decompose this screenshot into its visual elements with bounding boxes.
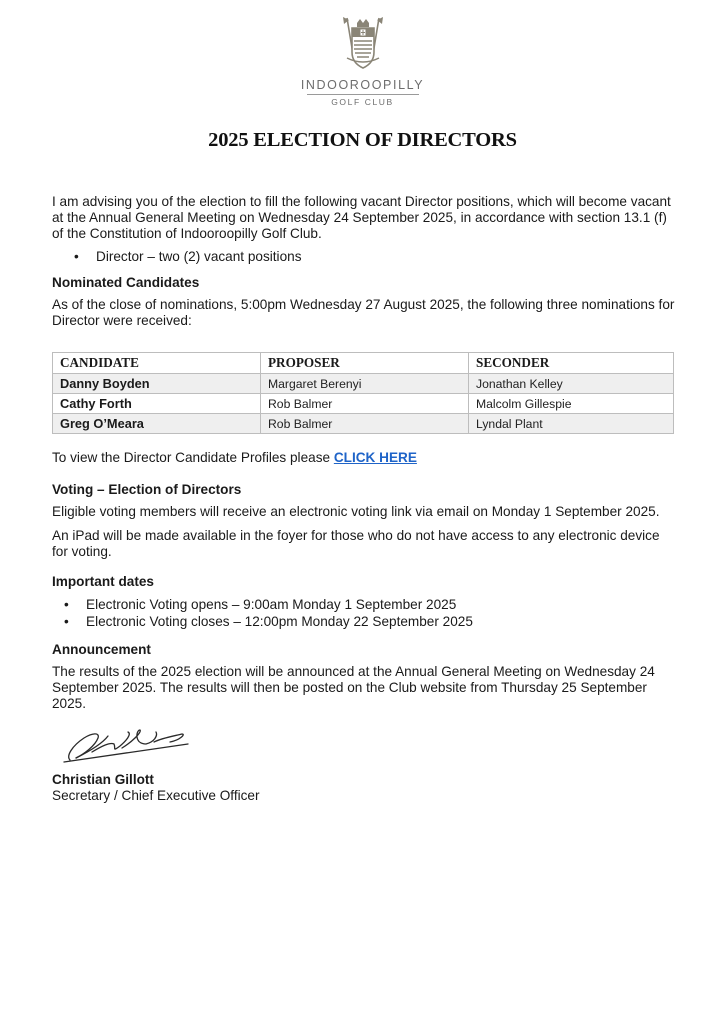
- seconder-cell: Lyndal Plant: [469, 414, 674, 434]
- club-crest-icon: [339, 14, 387, 74]
- proposer-cell: Rob Balmer: [261, 394, 469, 414]
- letter-body: [52, 194, 677, 804]
- header-candidate: CANDIDATE: [53, 353, 261, 374]
- announcement-heading: Announcement: [52, 642, 151, 657]
- table-row: [53, 394, 674, 414]
- candidate-profiles-link[interactable]: CLICK HERE: [333, 450, 417, 465]
- seconder-cell: Jonathan Kelley: [469, 374, 674, 394]
- signer-name: Christian Gillott: [52, 772, 154, 787]
- club-logo: [300, 14, 425, 108]
- profiles-text: To view the Director Candidate Profiles please: [52, 450, 334, 465]
- voting-paragraph-2: An iPad will be made available in the foyer for those who do not have access to any electronic device for voting.: [52, 528, 660, 559]
- club-subtitle: GOLF CLUB: [331, 97, 394, 107]
- date-item: • Electronic Voting opens – 9:00am Monday 1 September 2025: [52, 596, 677, 613]
- proposer-cell: Rob Balmer: [261, 414, 469, 434]
- candidate-cell: Danny Boyden: [53, 374, 261, 394]
- seconder-cell: Malcolm Gillespie: [469, 394, 674, 414]
- voting-paragraph-1: Eligible voting members will receive an electronic voting link via email on Monday 1 September 2025.: [52, 504, 660, 519]
- voting-heading: Voting – Election of Directors: [52, 482, 242, 497]
- profiles-line: [52, 450, 677, 466]
- date-item: • Electronic Voting closes – 12:00pm Monday 22 September 2025: [52, 613, 677, 630]
- header-proposer: PROPOSER: [261, 353, 469, 374]
- table-row: [53, 414, 674, 434]
- candidate-cell: Cathy Forth: [53, 394, 261, 414]
- announcement-text: The results of the 2025 election will be announced at the Annual General Meeting on Wednesday 24 September 2025. The results will then be posted on the Club website from Thursday 25 September 2025.: [52, 664, 655, 711]
- header-seconder: SECONDER: [469, 353, 674, 374]
- candidate-cell: Greg O’Meara: [53, 414, 261, 434]
- signer-role: Secretary / Chief Executive Officer: [52, 788, 260, 803]
- club-name: INDOOROOPILLY: [300, 78, 425, 92]
- nominated-heading: Nominated Candidates: [52, 275, 200, 290]
- vacancy-list: [52, 248, 677, 265]
- intro-paragraph: I am advising you of the election to fill the following vacant Director positions, which will become vacant at the Annual General Meeting on Wednesday 24 September 2025, in accordance with section 13.1 (f) of the Constitution of Indooroopilly Golf Club.: [52, 194, 671, 241]
- signature-image: [62, 722, 192, 766]
- vacancy-item: • Director – two (2) vacant positions: [52, 248, 677, 265]
- candidates-table: [52, 352, 674, 434]
- table-row: [53, 374, 674, 394]
- dates-list: [52, 596, 677, 630]
- proposer-cell: Margaret Berenyi: [261, 374, 469, 394]
- logo-divider: [307, 94, 419, 95]
- page-title: 2025 ELECTION OF DIRECTORS: [208, 129, 517, 151]
- dates-heading: Important dates: [52, 574, 154, 589]
- nominated-text: As of the close of nominations, 5:00pm Wednesday 27 August 2025, the following three nominations for Director were received:: [52, 297, 675, 328]
- table-header-row: [53, 353, 674, 374]
